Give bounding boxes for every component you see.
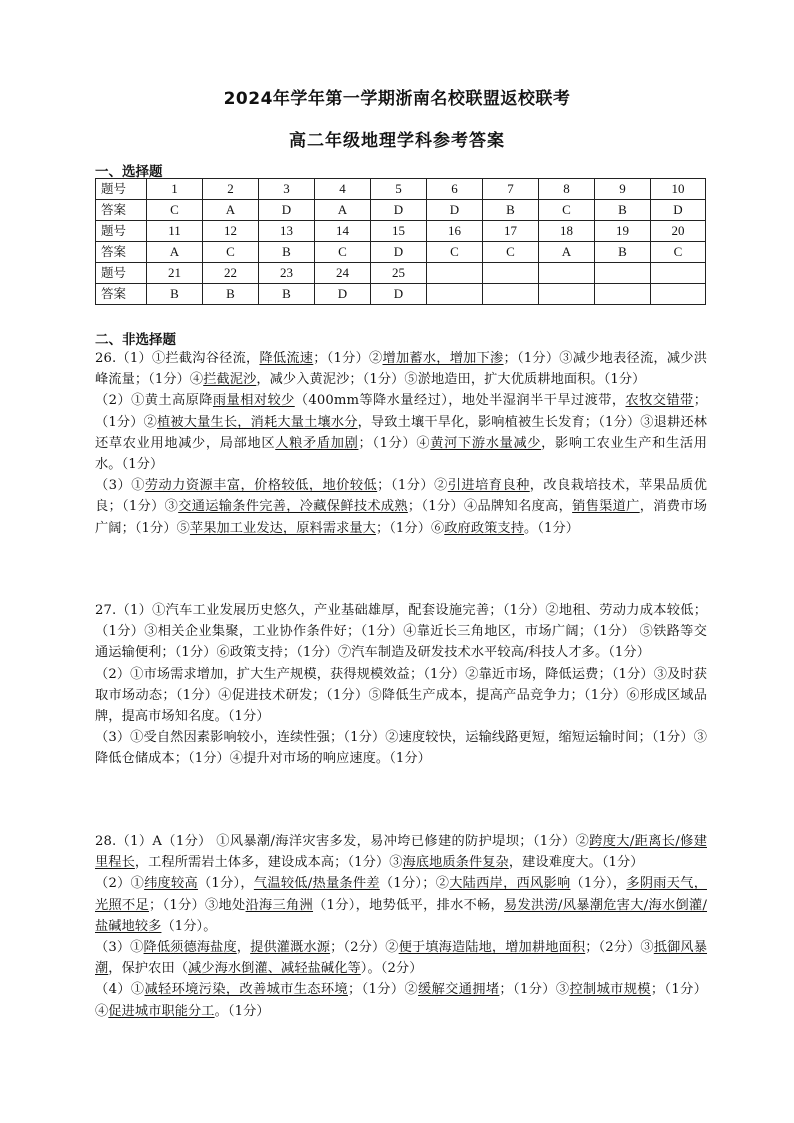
question-number-cell (427, 263, 483, 284)
answer-cell: C (203, 242, 259, 263)
q28-part1 (95, 831, 707, 873)
answer-cell (483, 284, 539, 305)
table-row (96, 200, 706, 221)
key-point-text: 沿海三角洲 (245, 897, 314, 913)
answer-text: （2）① (95, 876, 145, 892)
key-point-text: 气温较低/热量条件差 (253, 876, 380, 892)
key-point-text: 抵御风暴潮 (95, 940, 708, 977)
key-point-text: 减少海水倒灌、减轻盐碱化等 (188, 961, 361, 977)
q27-part3: （3）①受自然因素影响较小，连续性强；（1分）②速度较快，运输线路更短，缩短运输时间；（1分）③降低仓储成本；（1分）④提升对市场的响应速度。（1分） (95, 730, 707, 767)
key-point-text: 销售渠道广 (572, 499, 640, 515)
question-number-cell: 19 (595, 221, 651, 242)
question-number-cell: 5 (371, 179, 427, 200)
answer-text: （3）① (95, 478, 145, 494)
question-number-cell: 16 (427, 221, 483, 242)
question-number-cell: 18 (539, 221, 595, 242)
answer-cell: B (483, 200, 539, 221)
question-number-cell (483, 263, 539, 284)
answer-cell: D (371, 284, 427, 305)
question-number-cell: 11 (147, 221, 203, 242)
answer-text: ；（2分）② (330, 940, 399, 956)
table-row (96, 179, 706, 200)
table-row (96, 242, 706, 263)
question-28-answer (95, 831, 707, 1022)
question-number-cell: 15 (371, 221, 427, 242)
key-point-text: 纬度较高 (144, 876, 198, 892)
answer-cell: B (147, 284, 203, 305)
answer-text: ；（2分）③ (585, 940, 654, 956)
answer-cell: A (147, 242, 203, 263)
answer-text: ；（1分）② (95, 393, 707, 430)
question-number-cell: 10 (651, 179, 706, 200)
answer-cell: D (371, 242, 427, 263)
question-number-cell: 23 (259, 263, 315, 284)
q26-part2 (95, 390, 707, 475)
answer-text: （3）① (95, 940, 144, 956)
key-point-text: 黄河下游水量减少 (430, 435, 542, 451)
answer-cell: A (203, 200, 259, 221)
answer-text: ，消费市场广阔；（1分）⑤ (95, 499, 708, 536)
question-number-cell: 25 (371, 263, 427, 284)
answer-text: （400mm等降水量经过），地处半湿润半干旱过渡带， (294, 393, 626, 409)
question-number-cell (539, 263, 595, 284)
key-point-text: 植被大量生长，消耗大量土壤水分 (157, 414, 358, 430)
answer-cell: D (259, 200, 315, 221)
question-number-cell: 12 (203, 221, 259, 242)
key-point-text: 减轻环境污染，改善城市生态环境 (144, 982, 348, 998)
answer-cell: C (651, 242, 706, 263)
answer-cell: C (147, 200, 203, 221)
answer-text: ，保护农田（ (108, 961, 189, 977)
answer-cell: B (595, 200, 651, 221)
answer-cell: C (483, 242, 539, 263)
answer-text: ，建设难度大。（1分） (508, 855, 644, 871)
answer-cell: B (259, 284, 315, 305)
key-point-text: 促进城市职能分工 (108, 1003, 215, 1019)
answer-text: （4）① (95, 982, 145, 998)
answer-text: ）。（2分） (360, 961, 423, 977)
question-number-cell: 2 (203, 179, 259, 200)
key-point-text: 引进培育良种 (447, 478, 530, 494)
q28-part2 (95, 873, 707, 937)
answer-text: ；（1分）④ (95, 982, 708, 1019)
question-number-cell: 8 (539, 179, 595, 200)
key-point-text: 跨度大/距离长/修建里程长 (95, 834, 707, 871)
answer-text: （1分）；② (379, 876, 450, 892)
answer-text: ；（1分）⑥ (375, 520, 445, 536)
key-point-text: 提供灌溉水源 (250, 940, 331, 956)
key-point-text: 苹果加工业发达，原料需求量大 (189, 520, 376, 536)
key-point-text: 海底地质条件复杂 (402, 855, 509, 871)
answer-table (95, 178, 706, 305)
answer-cell: A (539, 242, 595, 263)
key-point-text: 降低须德海盐度 (143, 940, 237, 956)
answer-text: （2）①黄土高原降 (95, 393, 213, 409)
answer-text: ，改良栽培技术，苹果品质优良；（1分）③ (95, 478, 707, 515)
question-number-cell: 4 (315, 179, 371, 200)
answer-text: ， (236, 940, 251, 956)
question-number-cell: 7 (483, 179, 539, 200)
row-label-answer: 答案 (96, 200, 147, 221)
question-number-cell: 6 (427, 179, 483, 200)
q28-part4 (95, 979, 707, 1021)
question-number-cell: 13 (259, 221, 315, 242)
answer-text: ；（1分）③减少地表径流，减少洪峰流量；（1分）④ (95, 351, 708, 388)
table-row (96, 221, 706, 242)
key-point-text: 雨量相对较少 (212, 393, 295, 409)
question-number-cell: 14 (315, 221, 371, 242)
answer-cell (651, 284, 706, 305)
answer-text: （1分），地势低平，排水不畅， (313, 897, 505, 913)
answer-cell (427, 284, 483, 305)
answer-cell: C (539, 200, 595, 221)
answer-cell (539, 284, 595, 305)
q28-part3 (95, 937, 707, 979)
answer-cell: C (315, 242, 371, 263)
answer-text: ，导致土壤干旱化，影响植被生长发育；（1分）③退耕还林还草农业用地减少，局部地区 (95, 414, 708, 451)
answer-cell: B (259, 242, 315, 263)
answer-cell: D (427, 200, 483, 221)
key-point-text: 农牧交错带 (625, 393, 694, 409)
table-row (96, 284, 706, 305)
key-point-text: 劳动力资源丰富，价格较低，地价较低 (144, 478, 378, 494)
key-point-text: 政府政策支持 (444, 520, 524, 536)
question-number-cell: 24 (315, 263, 371, 284)
key-point-text: 交通运输条件完善，冷藏保鲜技术成熟 (178, 499, 408, 515)
answer-text: ；（1分）② (348, 982, 419, 998)
section-heading-choice: 一、选择题 (95, 164, 163, 180)
key-point-text: 控制城市规模 (569, 982, 651, 998)
table-row (96, 263, 706, 284)
answer-text: ；（1分）③地处 (148, 897, 246, 913)
key-point-text: 多阴雨天气，光照不足 (95, 876, 707, 913)
key-point-text: 缓解交通拥堵 (418, 982, 500, 998)
answer-text: 。（1分） (524, 520, 580, 536)
q26-part3 (95, 475, 707, 539)
answer-text: （1分）， (570, 876, 627, 892)
key-point-text: 易发洪涝/风暴潮危害大/海水倒灌/盐碱地较多 (95, 897, 708, 934)
answer-text: ；（1分）② (377, 478, 448, 494)
section-heading-open: 二、非选择题 (95, 332, 176, 348)
answer-text: ，减少入黄泥沙；（1分）⑤淤地造田，扩大优质耕地面积。（1分） (256, 372, 646, 388)
key-point-text: 拦截泥沙 (203, 372, 257, 388)
answer-cell: D (371, 200, 427, 221)
question-26-answer (95, 348, 707, 539)
answer-text: ，影响工农业生产和生活用水。（1分） (95, 435, 707, 473)
exam-title: 2024年学年第一学期浙南名校联盟返校联考 (223, 89, 571, 109)
answer-cell (595, 284, 651, 305)
exam-subtitle: 高二年级地理学科参考答案 (289, 131, 505, 151)
key-point-text: 大陆西岸，西风影响 (449, 876, 571, 892)
answer-cell: D (315, 284, 371, 305)
key-point-text: 便于填海造陆地，增加耕地面积 (398, 940, 586, 956)
answer-cell: B (595, 242, 651, 263)
key-point-text: 降低流速 (259, 351, 314, 366)
answer-cell: C (427, 242, 483, 263)
answer-cell: D (651, 200, 706, 221)
answer-text: 26.（1）①拦截沟谷径流， (95, 351, 260, 366)
answer-text: ；（1分）② (313, 351, 383, 366)
question-number-cell: 17 (483, 221, 539, 242)
answer-text: （1分）。 (161, 918, 217, 934)
row-label-question-no: 题号 (96, 263, 147, 284)
answer-text: ；（1分）③ (499, 982, 570, 998)
q27-part2: （2）①市场需求增加，扩大生产规模，获得规模效益；（1分）②靠近市场，降低运费；（1分）③及时获取市场动态；（1分）④促进技术研发；（1分）⑤降低生产成本，提高产品竞争力；（1分）⑥形成区域品牌，提高市场知名度。（1分） (95, 666, 707, 725)
q27-part1: 27.（1）①汽车工业发展历史悠久，产业基础雄厚，配套设施完善；（1分）②地租、劳动力成本较低；（1分）③相关企业集聚，工业协作条件好；（1分）④靠近长三角地区，市场广阔；（1分） ⑤铁路等交通运输便利；（1分）⑥政策支持；（1分）⑦汽车制造及研发技术水平较高/科技人才多。（1分） (95, 603, 707, 661)
row-label-answer: 答案 (96, 284, 147, 305)
question-27-answer (95, 600, 707, 770)
question-number-cell: 20 (651, 221, 706, 242)
answer-text: ，工程所需岩土体多，建设成本高；（1分）③ (134, 855, 403, 871)
answer-text: ；（1分）④ (358, 435, 431, 451)
key-point-text: 人粮矛盾加剧 (275, 435, 359, 451)
answer-text: （1分）， (197, 876, 254, 892)
key-point-text: 增加蓄水，增加下渗 (382, 351, 504, 366)
q26-part1 (95, 348, 707, 390)
question-number-cell: 22 (203, 263, 259, 284)
question-number-cell: 9 (595, 179, 651, 200)
question-number-cell (651, 263, 706, 284)
question-number-cell: 21 (147, 263, 203, 284)
answer-text: 28.（1）A（1分） ①风暴潮/海洋灾害多发，易冲垮已修建的防护堤坝；（1分）② (95, 834, 590, 849)
question-number-cell (595, 263, 651, 284)
question-number-cell: 1 (147, 179, 203, 200)
row-label-answer: 答案 (96, 242, 147, 263)
question-number-cell: 3 (259, 179, 315, 200)
answer-cell: A (315, 200, 371, 221)
row-label-question-no: 题号 (96, 221, 147, 242)
answer-text: ；（1分）④品牌知名度高， (407, 499, 573, 515)
answer-text: 。（1分） (214, 1003, 270, 1019)
row-label-question-no: 题号 (96, 179, 147, 200)
answer-cell: B (203, 284, 259, 305)
